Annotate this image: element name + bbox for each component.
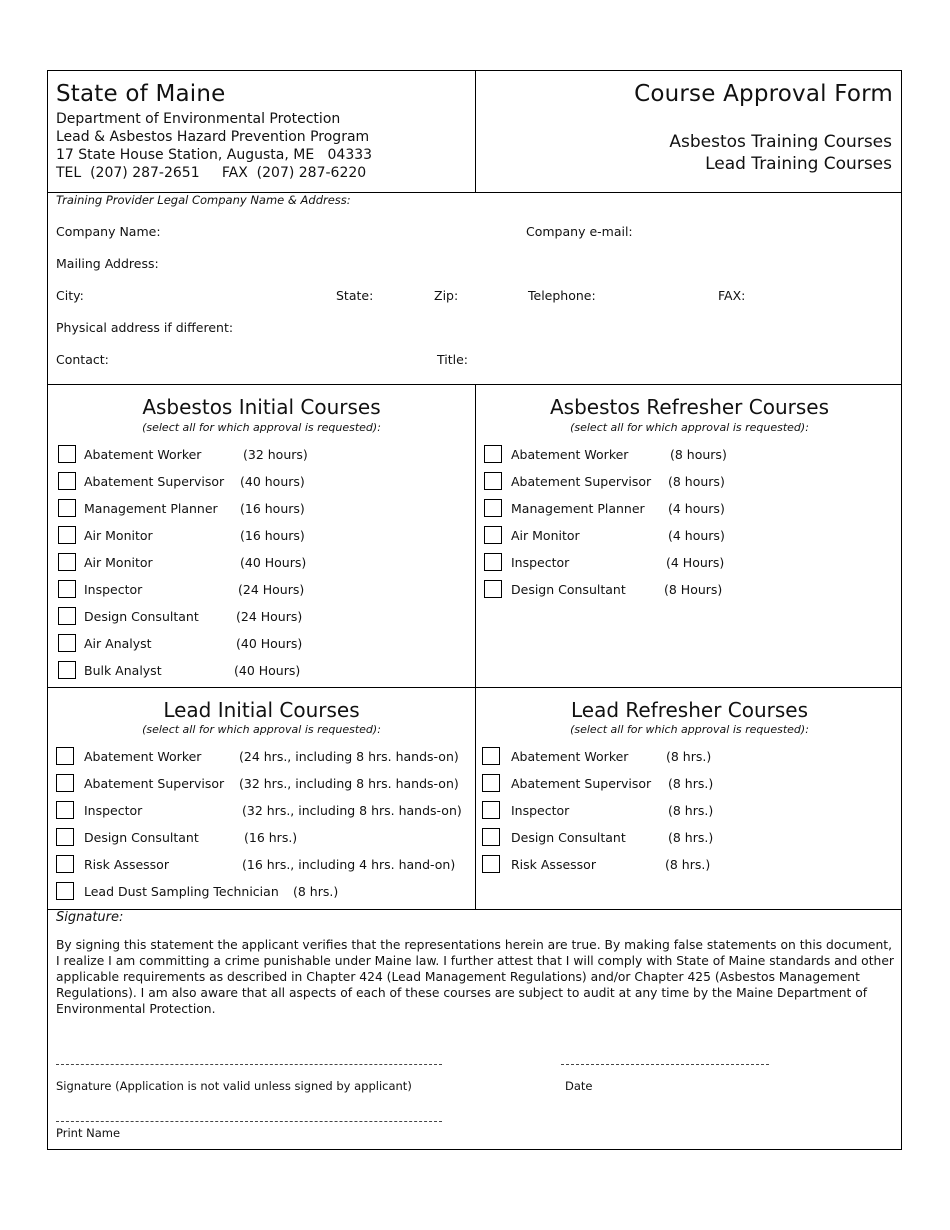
org-name: State of Maine <box>56 81 226 107</box>
course-name: Abatement Worker <box>511 749 629 764</box>
course-approval-form <box>47 70 902 1150</box>
course-hours: (16 hrs., including 4 hrs. hand-on) <box>242 857 456 872</box>
course-checkbox[interactable] <box>56 882 74 900</box>
print-name-caption: Print Name <box>56 1126 121 1140</box>
title-label[interactable]: Title: <box>437 352 468 367</box>
course-checkbox[interactable] <box>484 499 502 517</box>
lead-refresher-note: (select all for which approval is requested): <box>570 723 809 736</box>
asbestos-refresher-title: Asbestos Refresher Courses <box>549 395 830 419</box>
course-checkbox[interactable] <box>58 634 76 652</box>
course-checkbox[interactable] <box>482 747 500 765</box>
zip-label[interactable]: Zip: <box>434 288 459 303</box>
course-hours: (8 Hours) <box>664 582 723 597</box>
asbestos-initial-note: (select all for which approval is requested): <box>142 421 381 434</box>
course-name: Lead Dust Sampling Technician <box>84 884 279 899</box>
physical-address-label[interactable]: Physical address if different: <box>56 320 234 335</box>
course-name: Air Monitor <box>511 528 580 543</box>
course-checkbox[interactable] <box>56 747 74 765</box>
course-checkbox[interactable] <box>56 828 74 846</box>
course-checkbox[interactable] <box>482 774 500 792</box>
asbestos-refresher-note: (select all for which approval is requested): <box>570 421 809 434</box>
course-hours: (8 hrs.) <box>668 803 714 818</box>
divider <box>475 71 476 192</box>
course-checkbox[interactable] <box>56 855 74 873</box>
provider-section-label: Training Provider Legal Company Name & Address: <box>56 193 351 207</box>
course-hours: (4 Hours) <box>666 555 725 570</box>
course-name: Inspector <box>84 582 143 597</box>
company-email-label[interactable]: Company e-mail: <box>526 224 633 239</box>
course-name: Management Planner <box>84 501 218 516</box>
course-checkbox[interactable] <box>484 553 502 571</box>
course-name: Abatement Supervisor <box>84 776 225 791</box>
course-hours: (4 hours) <box>668 528 725 543</box>
course-hours: (32 hours) <box>243 447 308 462</box>
course-checkbox[interactable] <box>56 774 74 792</box>
subtitle-lead: Lead Training Courses <box>705 154 892 174</box>
course-name: Air Monitor <box>84 528 153 543</box>
course-hours: (24 Hours) <box>238 582 305 597</box>
lead-refresher-title: Lead Refresher Courses <box>570 698 809 722</box>
department: Department of Environmental Protection <box>56 111 341 127</box>
course-name: Abatement Worker <box>511 447 629 462</box>
course-hours: (8 hours) <box>668 474 725 489</box>
course-hours: (40 hours) <box>240 474 305 489</box>
address: 17 State House Station, Augusta, ME 04333 <box>56 147 373 163</box>
course-checkbox[interactable] <box>484 445 502 463</box>
course-checkbox[interactable] <box>482 828 500 846</box>
course-checkbox[interactable] <box>56 801 74 819</box>
course-name: Design Consultant <box>84 609 199 624</box>
mailing-address-label[interactable]: Mailing Address: <box>56 256 159 271</box>
course-hours: (32 hrs., including 8 hrs. hands-on) <box>239 776 459 791</box>
lead-initial-title: Lead Initial Courses <box>163 698 360 722</box>
course-name: Abatement Supervisor <box>511 474 652 489</box>
state-label[interactable]: State: <box>336 288 374 303</box>
course-hours: (8 hrs.) <box>668 776 714 791</box>
contact-label[interactable]: Contact: <box>56 352 109 367</box>
print-name-line[interactable] <box>56 1113 442 1122</box>
course-checkbox[interactable] <box>482 855 500 873</box>
course-checkbox[interactable] <box>58 607 76 625</box>
course-name: Abatement Worker <box>84 749 202 764</box>
course-name: Air Monitor <box>84 555 153 570</box>
course-name: Abatement Worker <box>84 447 202 462</box>
fax-label[interactable]: FAX: <box>718 288 746 303</box>
course-name: Risk Assessor <box>511 857 596 872</box>
course-name: Management Planner <box>511 501 645 516</box>
course-name: Abatement Supervisor <box>511 776 652 791</box>
course-name: Design Consultant <box>84 830 199 845</box>
company-name-label[interactable]: Company Name: <box>56 224 161 239</box>
course-name: Design Consultant <box>511 582 626 597</box>
course-checkbox[interactable] <box>484 580 502 598</box>
course-checkbox[interactable] <box>58 661 76 679</box>
course-hours: (4 hours) <box>668 501 725 516</box>
course-hours: (16 hrs.) <box>244 830 298 845</box>
course-checkbox[interactable] <box>484 526 502 544</box>
course-name: Inspector <box>84 803 143 818</box>
course-name: Abatement Supervisor <box>84 474 225 489</box>
course-name: Risk Assessor <box>84 857 169 872</box>
course-hours: (16 hours) <box>240 528 305 543</box>
city-label[interactable]: City: <box>56 288 84 303</box>
course-name: Design Consultant <box>511 830 626 845</box>
divider <box>475 384 476 909</box>
course-hours: (40 Hours) <box>240 555 307 570</box>
signature-line[interactable] <box>56 1056 442 1065</box>
signature-label: Signature: <box>56 910 124 925</box>
course-name: Inspector <box>511 555 570 570</box>
course-checkbox[interactable] <box>58 580 76 598</box>
course-hours: (8 hrs.) <box>665 857 711 872</box>
course-hours: (24 hrs., including 8 hrs. hands-on) <box>239 749 459 764</box>
course-checkbox[interactable] <box>58 526 76 544</box>
course-hours: (8 hrs.) <box>666 749 712 764</box>
subtitle-asbestos: Asbestos Training Courses <box>669 132 892 152</box>
course-checkbox[interactable] <box>58 472 76 490</box>
asbestos-initial-title: Asbestos Initial Courses <box>142 395 381 419</box>
course-name: Air Analyst <box>84 636 152 651</box>
signature-statement: By signing this statement the applicant verifies that the representations herein are true. By making false statements on this document, I realize I am committing a crime punishable under Maine law. I further attest that I will comply with State of Maine standards and other applicable requirements as described in Chapter 424 (Lead Management Regulations) and/or Chapter 425 (Asbestos Management Regulations). I am also aware that all aspects of each of these courses are subject to audit at any time by the Maine Department of Environmental Protection. <box>56 938 894 1016</box>
date-line[interactable] <box>561 1056 769 1065</box>
lead-initial-note: (select all for which approval is requested): <box>142 723 381 736</box>
date-caption: Date <box>565 1079 593 1093</box>
program: Lead & Asbestos Hazard Prevention Program <box>56 129 370 145</box>
course-hours: (8 hours) <box>670 447 727 462</box>
phone-fax: TEL (207) 287-2651 FAX (207) 287-6220 <box>56 165 367 181</box>
course-checkbox[interactable] <box>58 499 76 517</box>
course-checkbox[interactable] <box>58 445 76 463</box>
course-hours: (24 Hours) <box>236 609 303 624</box>
course-hours: (8 hrs.) <box>293 884 339 899</box>
course-name: Bulk Analyst <box>84 663 162 678</box>
form-title: Course Approval Form <box>634 81 893 107</box>
course-hours: (16 hours) <box>240 501 305 516</box>
course-hours: (8 hrs.) <box>668 830 714 845</box>
telephone-label[interactable]: Telephone: <box>528 288 596 303</box>
course-hours: (40 Hours) <box>236 636 303 651</box>
course-checkbox[interactable] <box>484 472 502 490</box>
course-name: Inspector <box>511 803 570 818</box>
course-checkbox[interactable] <box>482 801 500 819</box>
course-checkbox[interactable] <box>58 553 76 571</box>
course-hours: (32 hrs., including 8 hrs. hands-on) <box>242 803 462 818</box>
divider <box>48 909 901 910</box>
course-hours: (40 Hours) <box>234 663 301 678</box>
signature-caption: Signature (Application is not valid unless signed by applicant) <box>56 1079 412 1093</box>
